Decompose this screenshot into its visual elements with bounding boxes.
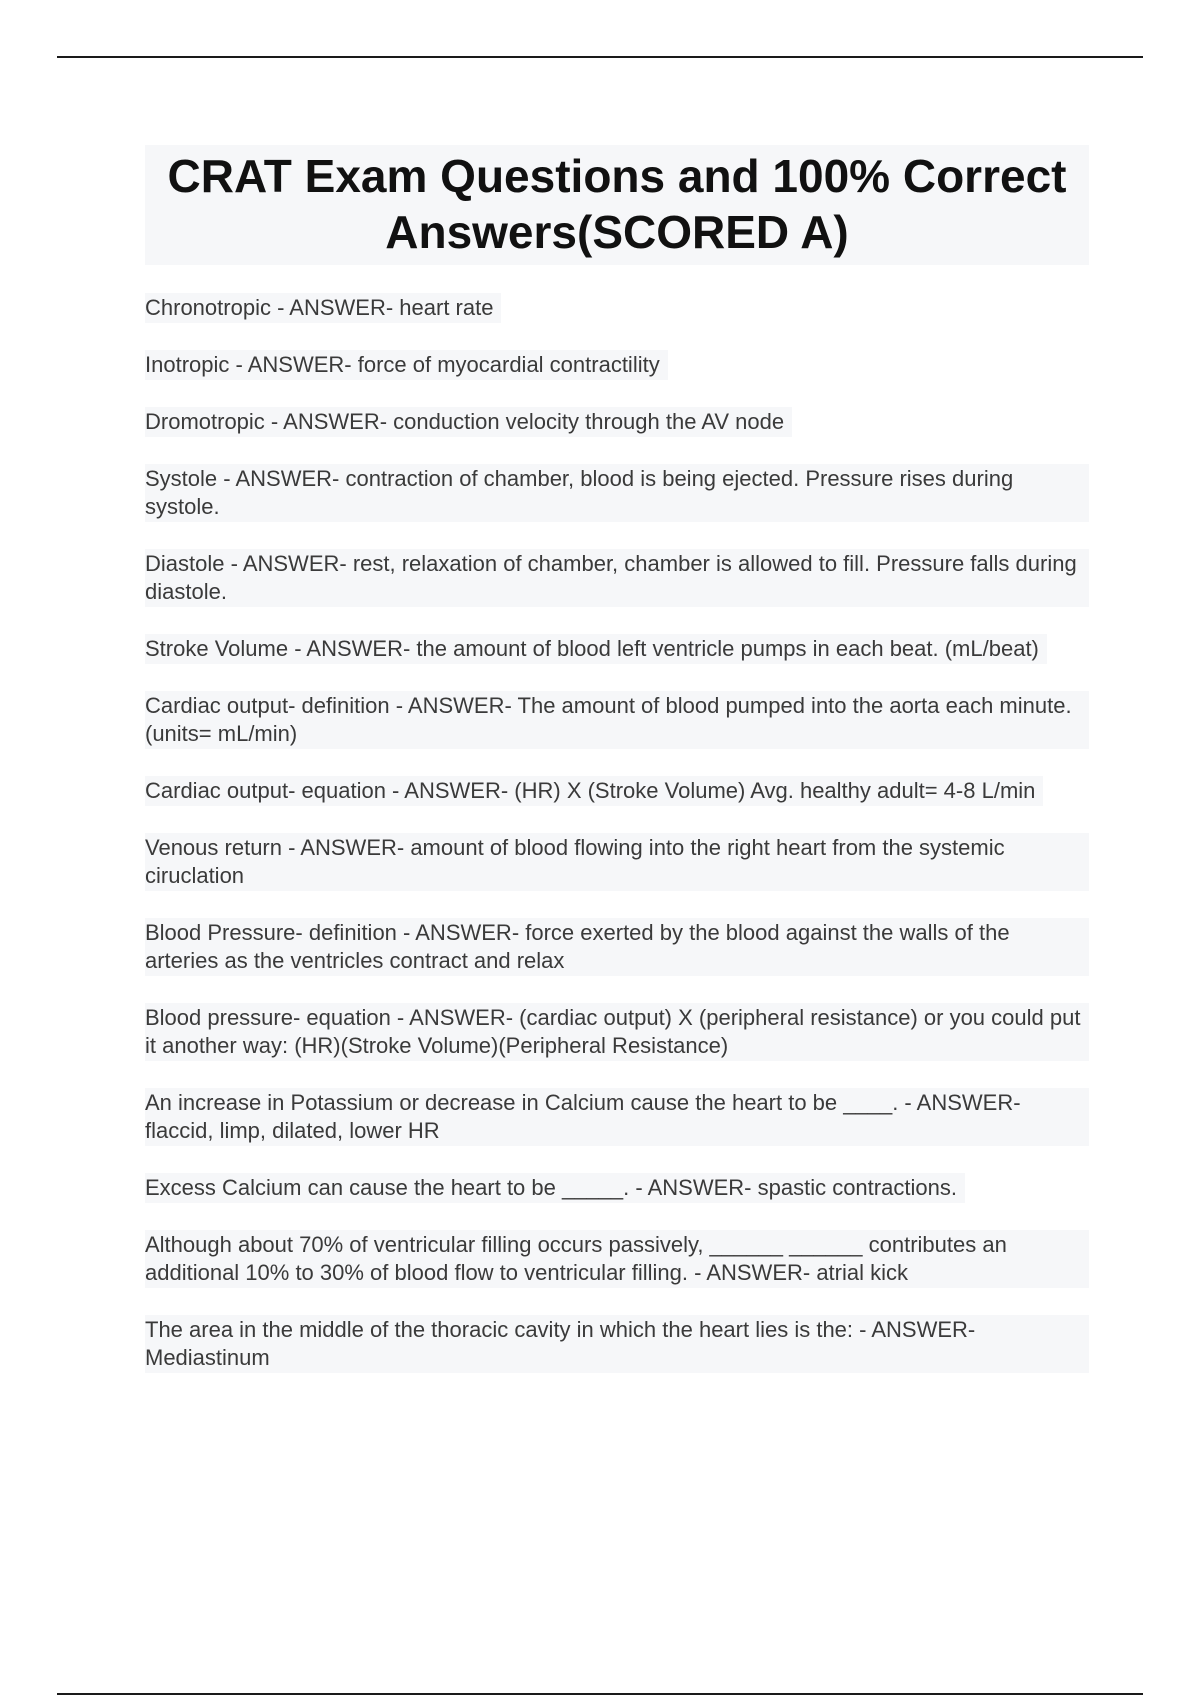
qa-item: Dromotropic - ANSWER- conduction velocity through the AV node [145, 407, 792, 437]
qa-row [145, 350, 1089, 407]
title-block [145, 145, 1089, 265]
qa-row [145, 1088, 1089, 1173]
qa-item: Blood pressure- equation - ANSWER- (cardiac output) X (peripheral resistance) or you could put it another way: (HR)(Stroke Volume)(Peripheral Resistance) [145, 1003, 1089, 1061]
document-body [145, 145, 1089, 1400]
qa-row [145, 549, 1089, 634]
qa-item: The area in the middle of the thoracic cavity in which the heart lies is the: - ANSWER- Mediastinum [145, 1315, 1089, 1373]
qa-item: Stroke Volume - ANSWER- the amount of blood left ventricle pumps in each beat. (mL/beat) [145, 634, 1047, 664]
qa-row [145, 1173, 1089, 1230]
qa-item: Excess Calcium can cause the heart to be _____. - ANSWER- spastic contractions. [145, 1173, 965, 1203]
top-rule [57, 56, 1143, 58]
qa-item: Blood Pressure- definition - ANSWER- force exerted by the blood against the walls of the arteries as the ventricles contract and relax [145, 918, 1089, 976]
qa-row [145, 464, 1089, 549]
qa-row [145, 833, 1089, 918]
qa-row [145, 634, 1089, 691]
qa-item: Venous return - ANSWER- amount of blood flowing into the right heart from the systemic ciruclation [145, 833, 1089, 891]
qa-row [145, 407, 1089, 464]
qa-item: An increase in Potassium or decrease in Calcium cause the heart to be ____. - ANSWER- flaccid, limp, dilated, lower HR [145, 1088, 1089, 1146]
qa-item: Inotropic - ANSWER- force of myocardial contractility [145, 350, 668, 380]
qa-item: Systole - ANSWER- contraction of chamber, blood is being ejected. Pressure rises during systole. [145, 464, 1089, 522]
qa-item: Chronotropic - ANSWER- heart rate [145, 293, 501, 323]
qa-item: Diastole - ANSWER- rest, relaxation of chamber, chamber is allowed to fill. Pressure falls during diastole. [145, 549, 1089, 607]
qa-row [145, 1003, 1089, 1088]
qa-row [145, 776, 1089, 833]
qa-row [145, 1315, 1089, 1400]
document-title: CRAT Exam Questions and 100% Correct Answers(SCORED A) [167, 150, 1067, 258]
qa-row [145, 293, 1089, 350]
qa-row [145, 1230, 1089, 1315]
qa-row [145, 691, 1089, 776]
qa-list [145, 293, 1089, 1400]
qa-item: Cardiac output- equation - ANSWER- (HR) X (Stroke Volume) Avg. healthy adult= 4-8 L/min [145, 776, 1043, 806]
qa-item: Although about 70% of ventricular filling occurs passively, ______ ______ contributes an additional 10% to 30% of blood flow to ventricular filling. - ANSWER- atrial kick [145, 1230, 1089, 1288]
qa-item: Cardiac output- definition - ANSWER- The amount of blood pumped into the aorta each minute. (units= mL/min) [145, 691, 1089, 749]
bottom-rule [57, 1693, 1143, 1695]
qa-row [145, 918, 1089, 1003]
